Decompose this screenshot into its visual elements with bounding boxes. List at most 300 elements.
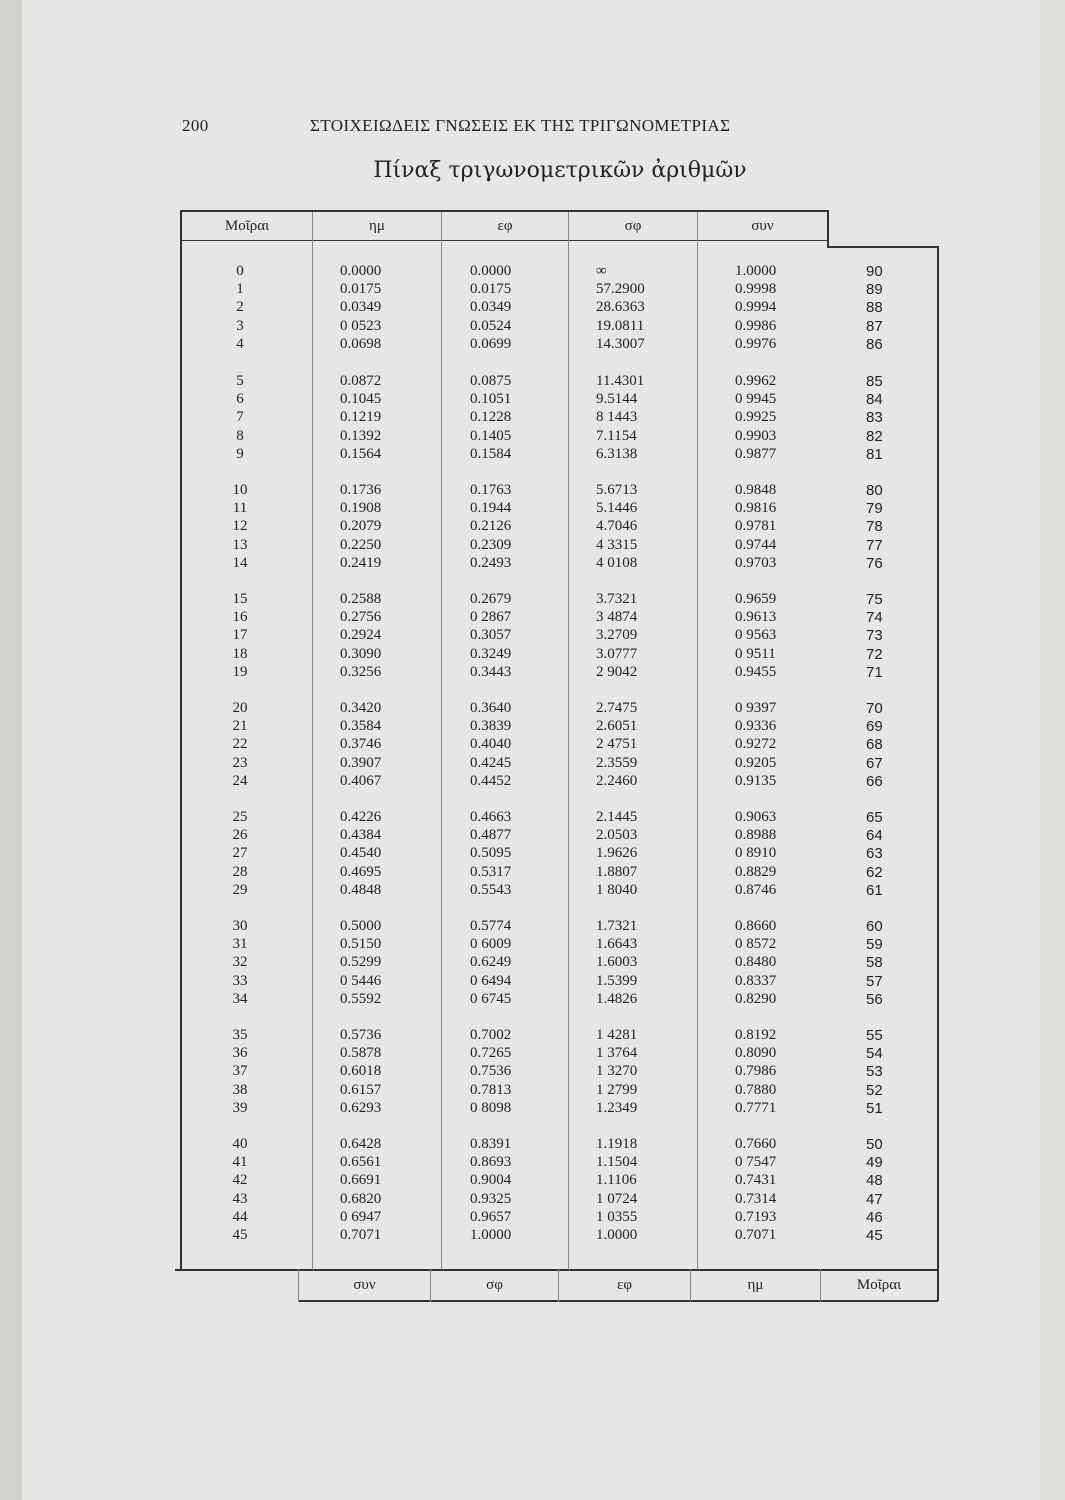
tan-cell: 0.8391 xyxy=(470,1136,512,1152)
cot-cell: 1.0000 xyxy=(596,1227,638,1243)
tan-cell: 0.0524 xyxy=(470,317,512,334)
degree-cell: 2 xyxy=(236,299,244,316)
tan-cell: 0.3249 xyxy=(470,645,512,662)
sin-cell: 0.0698 xyxy=(340,335,382,352)
cos-cell: 0.9703 xyxy=(735,554,777,571)
table-row xyxy=(0,1044,1065,1062)
cot-cell: 4.7046 xyxy=(596,518,638,535)
degree-cell: 42 xyxy=(232,1172,248,1189)
table-row xyxy=(0,390,1065,408)
sin-cell: 0 5446 xyxy=(340,972,382,989)
sin-cell: 0.5000 xyxy=(340,918,382,934)
cot-cell: 2.6051 xyxy=(596,718,638,735)
cot-cell: 1 3270 xyxy=(596,1063,638,1080)
cot-cell: 1.6003 xyxy=(596,954,638,971)
table-title: Πίναξ τριγωνομετρικῶν ἀριθμῶν xyxy=(373,158,747,183)
tan-cell: 0 6494 xyxy=(470,972,512,989)
row-group xyxy=(0,808,1065,899)
complement-degree-cell: 77 xyxy=(866,536,883,554)
cos-cell: 0.8290 xyxy=(735,990,777,1007)
complement-degree-cell: 74 xyxy=(866,609,883,627)
degree-cell: 32 xyxy=(232,954,248,971)
sin-cell: 0.1219 xyxy=(340,409,382,426)
complement-degree-cell: 55 xyxy=(866,1027,883,1044)
cot-cell: 2 9042 xyxy=(596,663,638,680)
degree-cell: 23 xyxy=(232,754,248,771)
table-row xyxy=(0,481,1065,499)
degree-cell: 27 xyxy=(232,845,248,862)
sin-cell: 0.5299 xyxy=(340,954,382,971)
degree-cell: 7 xyxy=(236,409,244,426)
tan-cell: 0.2126 xyxy=(470,518,512,535)
cos-cell: 0.7771 xyxy=(735,1099,777,1116)
table-row xyxy=(0,808,1065,826)
complement-degree-cell: 60 xyxy=(866,918,883,935)
sin-cell: 0.1045 xyxy=(340,391,382,408)
tan-cell: 0.4877 xyxy=(470,827,512,844)
cot-cell: ∞ xyxy=(596,263,607,279)
degree-cell: 16 xyxy=(232,609,248,626)
table-row xyxy=(0,372,1065,390)
degree-cell: 30 xyxy=(232,918,248,934)
cos-cell: 0.8988 xyxy=(735,827,777,844)
sin-cell: 0.0175 xyxy=(340,281,382,298)
tan-cell: 0.5543 xyxy=(470,881,512,898)
table-row xyxy=(0,844,1065,862)
tan-cell: 0 8098 xyxy=(470,1099,512,1116)
table-row xyxy=(0,298,1065,316)
sin-cell: 0.5150 xyxy=(340,936,382,953)
degree-cell: 4 xyxy=(236,335,244,352)
cot-cell: 3.2709 xyxy=(596,627,638,644)
sin-cell: 0.4384 xyxy=(340,827,382,844)
cot-cell: 1.2349 xyxy=(596,1099,638,1116)
table-row xyxy=(0,536,1065,554)
header-cot: σφ xyxy=(624,218,642,234)
sin-cell: 0.6157 xyxy=(340,1081,382,1098)
tan-cell: 0.9004 xyxy=(470,1172,512,1189)
table-row xyxy=(0,445,1065,463)
table-row xyxy=(0,754,1065,772)
tan-cell: 0.7813 xyxy=(470,1081,512,1098)
cos-cell: 0 9563 xyxy=(735,627,777,644)
table-row xyxy=(0,863,1065,881)
complement-degree-cell: 45 xyxy=(866,1227,883,1244)
cos-cell: 0.7193 xyxy=(735,1208,777,1225)
complement-degree-cell: 85 xyxy=(866,373,883,390)
cot-cell: 4 0108 xyxy=(596,554,638,571)
cot-cell: 9.5144 xyxy=(596,391,638,408)
cos-cell: 0 9397 xyxy=(735,700,777,716)
cos-cell: 0.9135 xyxy=(735,772,777,789)
cos-cell: 0.8746 xyxy=(735,881,777,898)
table-row xyxy=(0,1099,1065,1117)
cot-cell: 4 3315 xyxy=(596,536,638,553)
tan-cell: 0.6249 xyxy=(470,954,512,971)
degree-cell: 6 xyxy=(236,391,244,408)
row-group xyxy=(0,699,1065,790)
sin-cell: 0.5592 xyxy=(340,990,382,1007)
cos-cell: 0.8192 xyxy=(735,1027,777,1043)
complement-degree-cell: 61 xyxy=(866,881,883,899)
tan-cell: 0.3839 xyxy=(470,718,512,735)
cot-cell: 2.7475 xyxy=(596,700,638,716)
cot-cell: 2.1445 xyxy=(596,809,638,825)
degree-cell: 38 xyxy=(232,1081,248,1098)
header-title: ΣΤΟΙΧΕΙΩΔΕΙΣ ΓΝΩΣΕΙΣ ΕΚ ΤΗΣ ΤΡΙΓΩΝΟΜΕΤΡΙΑΣ xyxy=(310,116,731,135)
sin-cell: 0.2924 xyxy=(340,627,382,644)
cos-cell: 0.9848 xyxy=(735,482,777,498)
header-degrees: Μοῖραι xyxy=(224,218,270,234)
tan-cell: 0.4245 xyxy=(470,754,512,771)
cos-cell: 0.9998 xyxy=(735,281,777,298)
cot-cell: 28.6363 xyxy=(596,299,645,316)
row-group xyxy=(0,262,1065,353)
cos-cell: 0.9962 xyxy=(735,373,777,389)
tan-cell: 0.1763 xyxy=(470,482,512,498)
cos-cell: 0.9877 xyxy=(735,445,777,462)
footer-sin: ημ xyxy=(747,1277,764,1293)
cos-cell: 0 9511 xyxy=(735,645,776,662)
cot-cell: 2.0503 xyxy=(596,827,638,844)
tan-cell: 0.2309 xyxy=(470,536,512,553)
degree-cell: 37 xyxy=(232,1063,248,1080)
complement-degree-cell: 48 xyxy=(866,1172,883,1190)
cot-cell: 1.9626 xyxy=(596,845,638,862)
degree-cell: 24 xyxy=(232,772,248,789)
cos-cell: 0.9613 xyxy=(735,609,777,626)
table-row xyxy=(0,499,1065,517)
degree-cell: 20 xyxy=(232,700,248,716)
cos-cell: 0.9063 xyxy=(735,809,777,825)
table-row xyxy=(0,317,1065,335)
table-row xyxy=(0,1190,1065,1208)
footer-tan: εφ xyxy=(617,1277,632,1293)
complement-degree-cell: 49 xyxy=(866,1154,883,1172)
tan-cell: 0.8693 xyxy=(470,1154,512,1171)
sin-cell: 0.1392 xyxy=(340,427,382,444)
cos-cell: 0.9781 xyxy=(735,518,777,535)
degree-cell: 1 xyxy=(236,281,244,298)
degree-cell: 12 xyxy=(232,518,248,535)
sin-cell: 0.6428 xyxy=(340,1136,382,1152)
cot-cell: 8 1443 xyxy=(596,409,638,426)
tan-cell: 0.1584 xyxy=(470,445,512,462)
table-row xyxy=(0,772,1065,790)
cot-cell: 3.0777 xyxy=(596,645,638,662)
table-row xyxy=(0,554,1065,572)
cot-cell: 1.6643 xyxy=(596,936,638,953)
complement-degree-cell: 87 xyxy=(866,317,883,335)
cot-cell: 1 3764 xyxy=(596,1045,638,1062)
cos-cell: 0 8910 xyxy=(735,845,777,862)
sin-cell: 0.6820 xyxy=(340,1190,382,1207)
cot-cell: 1.1106 xyxy=(596,1172,637,1189)
tan-cell: 0.9657 xyxy=(470,1208,512,1225)
tan-cell: 0.3057 xyxy=(470,627,512,644)
table-row xyxy=(0,1171,1065,1189)
table-row xyxy=(0,608,1065,626)
cos-cell: 0.8829 xyxy=(735,863,777,880)
table-row xyxy=(0,917,1065,935)
degree-cell: 3 xyxy=(236,317,244,334)
cot-cell: 19.0811 xyxy=(596,317,645,334)
table-row xyxy=(0,1226,1065,1244)
degree-cell: 40 xyxy=(232,1136,248,1152)
sin-cell: 0.2250 xyxy=(340,536,382,553)
sin-cell: 0.4067 xyxy=(340,772,382,789)
sin-cell: 0 0523 xyxy=(340,317,382,334)
table-row xyxy=(0,1208,1065,1226)
tan-cell: 0.4452 xyxy=(470,772,512,789)
complement-degree-cell: 64 xyxy=(866,827,883,845)
degree-cell: 0 xyxy=(236,263,244,279)
sin-cell: 0.6018 xyxy=(340,1063,382,1080)
cos-cell: 0.8480 xyxy=(735,954,777,971)
table-row xyxy=(0,262,1065,280)
cos-cell: 0.9903 xyxy=(735,427,777,444)
cot-cell: 3.7321 xyxy=(596,591,638,607)
tan-cell: 0.2493 xyxy=(470,554,512,571)
cos-cell: 0.9455 xyxy=(735,663,777,680)
complement-degree-cell: 69 xyxy=(866,718,883,736)
table-row xyxy=(0,699,1065,717)
cos-cell: 0.9659 xyxy=(735,591,777,607)
tan-cell: 0.0000 xyxy=(470,263,512,279)
table-row xyxy=(0,626,1065,644)
degree-cell: 5 xyxy=(236,373,244,389)
tan-cell: 0.5774 xyxy=(470,918,512,934)
complement-degree-cell: 62 xyxy=(866,863,883,881)
tan-cell: 0.1405 xyxy=(470,427,512,444)
cot-cell: 1 4281 xyxy=(596,1027,638,1043)
cot-cell: 1 0724 xyxy=(596,1190,638,1207)
tan-cell: 0.7002 xyxy=(470,1027,512,1043)
degree-cell: 29 xyxy=(232,881,248,898)
complement-degree-cell: 86 xyxy=(866,335,883,353)
tan-cell: 0.0875 xyxy=(470,373,512,389)
tan-cell: 0 6009 xyxy=(470,936,512,953)
complement-degree-cell: 58 xyxy=(866,954,883,972)
tan-cell: 0.7265 xyxy=(470,1045,512,1062)
sin-cell: 0.0349 xyxy=(340,299,382,316)
tan-cell: 0.0699 xyxy=(470,335,512,352)
sin-cell: 0.2588 xyxy=(340,591,382,607)
table-row xyxy=(0,990,1065,1008)
tan-cell: 0.7536 xyxy=(470,1063,512,1080)
complement-degree-cell: 89 xyxy=(866,281,883,299)
row-group xyxy=(0,917,1065,1008)
table-row xyxy=(0,280,1065,298)
degree-cell: 45 xyxy=(232,1227,248,1243)
cot-cell: 1 8040 xyxy=(596,881,638,898)
sin-cell: 0.2756 xyxy=(340,609,382,626)
sin-cell: 0.0000 xyxy=(340,263,382,279)
header-cos: συν xyxy=(751,218,774,234)
cot-cell: 14.3007 xyxy=(596,335,645,352)
cos-cell: 0.9994 xyxy=(735,299,777,316)
cos-cell: 0 9945 xyxy=(735,391,777,408)
table-row xyxy=(0,826,1065,844)
degree-cell: 13 xyxy=(232,536,248,553)
cos-cell: 0 7547 xyxy=(735,1154,777,1171)
tan-cell: 0.3443 xyxy=(470,663,512,680)
degree-cell: 26 xyxy=(232,827,248,844)
tan-cell: 0.0349 xyxy=(470,299,512,316)
complement-degree-cell: 70 xyxy=(866,700,883,717)
footer-degrees: Μοῖραι xyxy=(856,1277,902,1293)
sin-cell: 0.0872 xyxy=(340,373,382,389)
complement-degree-cell: 63 xyxy=(866,845,883,863)
sin-cell: 0.6561 xyxy=(340,1154,382,1171)
cos-cell: 0.9816 xyxy=(735,500,777,517)
degree-cell: 19 xyxy=(232,663,248,680)
cos-cell: 0.7071 xyxy=(735,1227,777,1243)
row-group xyxy=(0,590,1065,681)
complement-degree-cell: 53 xyxy=(866,1063,883,1081)
cos-cell: 0.9272 xyxy=(735,736,777,753)
complement-degree-cell: 76 xyxy=(866,554,883,572)
degree-cell: 18 xyxy=(232,645,248,662)
cos-cell: 0.8337 xyxy=(735,972,777,989)
degree-cell: 21 xyxy=(232,718,248,735)
table-row xyxy=(0,645,1065,663)
sin-cell: 0.3420 xyxy=(340,700,382,716)
cos-cell: 0.9336 xyxy=(735,718,777,735)
complement-degree-cell: 82 xyxy=(866,427,883,445)
complement-degree-cell: 84 xyxy=(866,391,883,409)
complement-degree-cell: 79 xyxy=(866,500,883,518)
complement-degree-cell: 47 xyxy=(866,1190,883,1208)
tan-cell: 0.1944 xyxy=(470,500,512,517)
cos-cell: 0.9205 xyxy=(735,754,777,771)
degree-cell: 28 xyxy=(232,863,248,880)
sin-cell: 0.3584 xyxy=(340,718,382,735)
cot-cell: 1.5399 xyxy=(596,972,638,989)
table-row xyxy=(0,335,1065,353)
sin-cell: 0.6691 xyxy=(340,1172,382,1189)
table-row xyxy=(0,1081,1065,1099)
complement-degree-cell: 59 xyxy=(866,936,883,954)
complement-degree-cell: 51 xyxy=(866,1099,883,1117)
table-row xyxy=(0,1026,1065,1044)
cos-cell: 0.9925 xyxy=(735,409,777,426)
tan-cell: 0.9325 xyxy=(470,1190,512,1207)
cot-cell: 5.6713 xyxy=(596,482,638,498)
table-row xyxy=(0,935,1065,953)
tan-cell: 1.0000 xyxy=(470,1227,512,1243)
degree-cell: 33 xyxy=(232,972,248,989)
sin-cell: 0.1908 xyxy=(340,500,382,517)
sin-cell: 0.2419 xyxy=(340,554,382,571)
cot-cell: 5.1446 xyxy=(596,500,638,517)
table-row xyxy=(0,663,1065,681)
complement-degree-cell: 71 xyxy=(866,663,883,681)
sin-cell: 0.1736 xyxy=(340,482,382,498)
degree-cell: 14 xyxy=(232,554,248,571)
complement-degree-cell: 81 xyxy=(866,445,883,463)
degree-cell: 43 xyxy=(232,1190,248,1207)
row-group xyxy=(0,481,1065,572)
sin-cell: 0.3746 xyxy=(340,736,382,753)
cos-cell: 0.9744 xyxy=(735,536,777,553)
complement-degree-cell: 54 xyxy=(866,1045,883,1063)
sin-cell: 0.6293 xyxy=(340,1099,382,1116)
cot-cell: 1 0355 xyxy=(596,1208,638,1225)
sin-cell: 0.2079 xyxy=(340,518,382,535)
tan-cell: 0.1051 xyxy=(470,391,512,408)
complement-degree-cell: 66 xyxy=(866,772,883,790)
complement-degree-cell: 80 xyxy=(866,482,883,499)
sin-cell: 0.4540 xyxy=(340,845,382,862)
degree-cell: 17 xyxy=(232,627,248,644)
degree-cell: 25 xyxy=(232,809,248,825)
cot-cell: 2.2460 xyxy=(596,772,638,789)
cot-cell: 2 4751 xyxy=(596,736,638,753)
row-group xyxy=(0,1135,1065,1226)
complement-degree-cell: 88 xyxy=(866,299,883,317)
sin-cell: 0.7071 xyxy=(340,1227,382,1243)
degree-cell: 9 xyxy=(236,445,244,462)
cos-cell: 0 8572 xyxy=(735,936,777,953)
page-number: 200 xyxy=(182,116,209,135)
cos-cell: 1.0000 xyxy=(735,263,777,279)
degree-cell: 41 xyxy=(232,1154,248,1171)
tan-cell: 0.4040 xyxy=(470,736,512,753)
complement-degree-cell: 52 xyxy=(866,1081,883,1099)
complement-degree-cell: 72 xyxy=(866,645,883,663)
cos-cell: 0.7880 xyxy=(735,1081,777,1098)
sin-cell: 0.1564 xyxy=(340,445,382,462)
tan-cell: 0 6745 xyxy=(470,990,512,1007)
sin-cell: 0.5878 xyxy=(340,1045,382,1062)
complement-degree-cell: 78 xyxy=(866,518,883,536)
table-row xyxy=(0,881,1065,899)
degree-cell: 36 xyxy=(232,1045,248,1062)
sin-cell: 0.5736 xyxy=(340,1027,382,1043)
cot-cell: 11.4301 xyxy=(596,373,645,389)
cot-cell: 1.4826 xyxy=(596,990,638,1007)
cot-cell: 57.2900 xyxy=(596,281,645,298)
degree-cell: 39 xyxy=(232,1099,248,1116)
tan-cell: 0.5317 xyxy=(470,863,512,880)
tan-cell: 0.2679 xyxy=(470,591,512,607)
table-row xyxy=(0,717,1065,735)
cot-cell: 1.8807 xyxy=(596,863,638,880)
sin-cell: 0 6947 xyxy=(340,1208,382,1225)
sin-cell: 0.3090 xyxy=(340,645,382,662)
degree-cell: 35 xyxy=(232,1027,248,1043)
degree-cell: 10 xyxy=(232,482,248,498)
sin-cell: 0.3256 xyxy=(340,663,382,680)
complement-degree-cell: 90 xyxy=(866,263,883,280)
complement-degree-cell: 57 xyxy=(866,972,883,990)
cos-cell: 0.7660 xyxy=(735,1136,777,1152)
cos-cell: 0.8090 xyxy=(735,1045,777,1062)
tan-cell: 0.1228 xyxy=(470,409,512,426)
complement-degree-cell: 68 xyxy=(866,736,883,754)
sin-cell: 0.4695 xyxy=(340,863,382,880)
degree-cell: 34 xyxy=(232,990,248,1007)
row-group xyxy=(0,372,1065,463)
sin-cell: 0.4226 xyxy=(340,809,382,825)
degree-cell: 44 xyxy=(232,1208,248,1225)
sin-cell: 0.4848 xyxy=(340,881,382,898)
table-row xyxy=(0,1153,1065,1171)
cot-cell: 2.3559 xyxy=(596,754,638,771)
cot-cell: 3 4874 xyxy=(596,609,638,626)
cot-cell: 1 2799 xyxy=(596,1081,638,1098)
